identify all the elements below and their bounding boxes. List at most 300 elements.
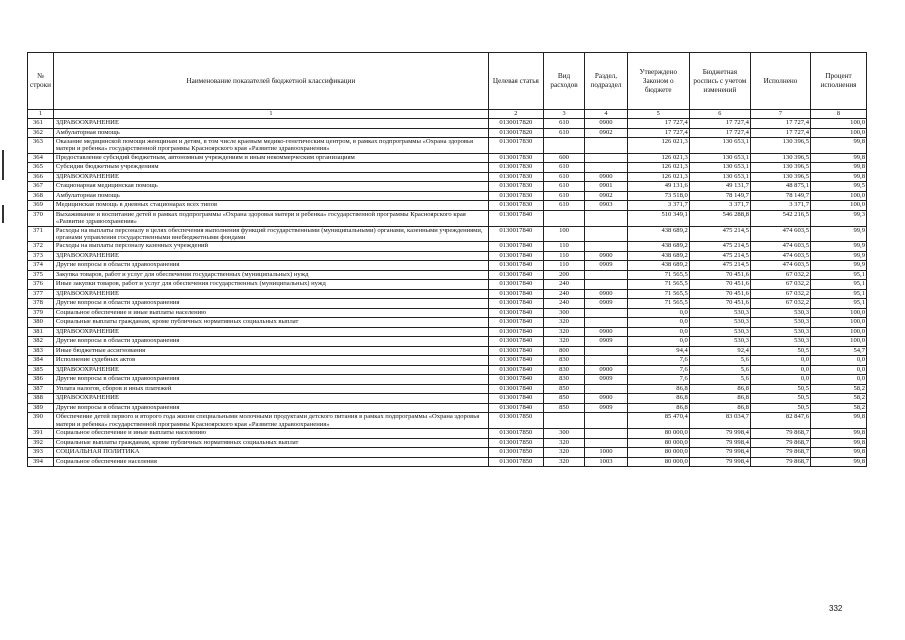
section-code (585, 308, 627, 318)
table-row (28, 172, 867, 182)
budget-amount: 17 727,4 (689, 119, 750, 129)
expense-type: 610 (543, 163, 584, 173)
expense-type: 320 (543, 457, 584, 467)
approved-amount: 86,8 (627, 384, 689, 394)
column-number: 1 (53, 110, 488, 119)
indicator-name: СОЦИАЛЬНАЯ ПОЛИТИКА (53, 448, 488, 458)
budget-amount: 130 653,1 (689, 153, 750, 163)
row-number: 379 (28, 308, 54, 318)
section-code: 0901 (585, 182, 627, 192)
target-article: 0130017840 (488, 289, 543, 299)
section-code (585, 210, 627, 226)
expense-type: 610 (543, 182, 584, 192)
executed-amount: 79 868,7 (750, 448, 810, 458)
target-article: 0130017850 (488, 438, 543, 448)
execution-percent: 100,0 (811, 119, 867, 129)
section-code (585, 429, 627, 439)
section-code (585, 356, 627, 366)
executed-amount: 0,0 (750, 356, 810, 366)
target-article: 0130017830 (488, 172, 543, 182)
expense-type: 320 (543, 327, 584, 337)
approved-amount: 438 689,2 (627, 251, 689, 261)
indicator-name: Выхаживание и воспитание детей в рамках подпрограммы «Охрана здоровья матери и ребенка» государственной программы Красноярского края «Развитие здравоохранения» (53, 210, 488, 226)
execution-percent: 99,8 (811, 172, 867, 182)
indicator-name: Предоставление субсидий бюджетным, автономным учреждениям и иным некоммерческим организациям (53, 153, 488, 163)
target-article: 0130017830 (488, 191, 543, 201)
header-target-article: Целевая статья (488, 53, 543, 110)
expense-type: 240 (543, 289, 584, 299)
row-number: 389 (28, 403, 54, 413)
target-article: 0130017840 (488, 356, 543, 366)
target-article: 0130017830 (488, 163, 543, 173)
target-article: 0130017840 (488, 337, 543, 347)
section-code: 0900 (585, 289, 627, 299)
indicator-name: Обеспечение детей первого и второго года жизни специальными молочными продуктами детского питания в рамках подпрограммы «Охрана здоровья матери и ребенка» государственной программы Красноярского края «Развитие здравоохранения» (53, 413, 488, 429)
execution-percent: 0,0 (811, 365, 867, 375)
column-number: 2 (488, 110, 543, 119)
approved-amount: 17 727,4 (627, 128, 689, 138)
target-article: 0130017840 (488, 394, 543, 404)
table-row (28, 251, 867, 261)
executed-amount: 82 847,6 (750, 413, 810, 429)
table-row (28, 375, 867, 385)
execution-percent: 100,0 (811, 327, 867, 337)
header-indicator-name: Наименование показателей бюджетной классификации (53, 53, 488, 110)
table-row (28, 182, 867, 192)
execution-percent: 95,1 (811, 299, 867, 309)
execution-percent: 99,8 (811, 457, 867, 467)
indicator-name: Социальные выплаты гражданам, кроме публичных нормативных социальных выплат (53, 438, 488, 448)
row-number: 392 (28, 438, 54, 448)
indicator-name: Социальные выплаты гражданам, кроме публичных нормативных социальных выплат (53, 318, 488, 328)
target-article: 0130017830 (488, 201, 543, 211)
budget-amount: 3 371,7 (689, 201, 750, 211)
indicator-name: ЗДРАВООХРАНЕНИЕ (53, 172, 488, 182)
expense-type: 600 (543, 153, 584, 163)
execution-percent: 99,8 (811, 429, 867, 439)
approved-amount: 126 021,3 (627, 153, 689, 163)
execution-percent: 100,0 (811, 201, 867, 211)
table-header-row (28, 53, 867, 110)
budget-amount: 530,3 (689, 327, 750, 337)
execution-percent: 100,0 (811, 318, 867, 328)
indicator-name: ЗДРАВООХРАНЕНИЕ (53, 251, 488, 261)
row-number: 378 (28, 299, 54, 309)
section-code: 0902 (585, 128, 627, 138)
executed-amount: 50,5 (750, 394, 810, 404)
target-article: 0130017840 (488, 308, 543, 318)
row-number: 367 (28, 182, 54, 192)
execution-percent: 99,9 (811, 242, 867, 252)
section-code: 0900 (585, 172, 627, 182)
indicator-name: Закупка товаров, работ и услуг для обеспечения государственных (муниципальных) нужд (53, 270, 488, 280)
expense-type: 240 (543, 280, 584, 290)
expense-type: 320 (543, 448, 584, 458)
budget-amount: 5,6 (689, 356, 750, 366)
column-number: 4 (585, 110, 627, 119)
indicator-name: Другие вопросы в области здравоохранения (53, 299, 488, 309)
margin-mark-bottom (2, 205, 4, 223)
executed-amount: 79 868,7 (750, 457, 810, 467)
expense-type: 240 (543, 299, 584, 309)
target-article: 0130017840 (488, 280, 543, 290)
indicator-name: Амбулаторная помощь (53, 191, 488, 201)
header-row-number: № строки (28, 53, 54, 110)
table-row (28, 270, 867, 280)
row-number: 371 (28, 226, 54, 242)
executed-amount: 530,3 (750, 337, 810, 347)
table-row (28, 299, 867, 309)
indicator-name: Другие вопросы в области здравоохранения (53, 403, 488, 413)
target-article: 0130017840 (488, 346, 543, 356)
row-number: 375 (28, 270, 54, 280)
row-number: 387 (28, 384, 54, 394)
executed-amount: 50,5 (750, 346, 810, 356)
row-number: 374 (28, 261, 54, 271)
section-code (585, 226, 627, 242)
executed-amount: 130 396,5 (750, 153, 810, 163)
indicator-name: Уплата налогов, сборов и иных платежей (53, 384, 488, 394)
executed-amount: 79 868,7 (750, 429, 810, 439)
budget-amount: 83 034,7 (689, 413, 750, 429)
section-code: 0909 (585, 299, 627, 309)
table-body (28, 119, 867, 467)
execution-percent: 99,8 (811, 413, 867, 429)
table-row (28, 448, 867, 458)
execution-percent: 100,0 (811, 308, 867, 318)
executed-amount: 67 032,2 (750, 299, 810, 309)
expense-type: 300 (543, 308, 584, 318)
expense-type: 850 (543, 394, 584, 404)
table-row (28, 438, 867, 448)
indicator-name: Другие вопросы в области здравоохранения (53, 261, 488, 271)
approved-amount: 71 565,5 (627, 289, 689, 299)
execution-percent: 99,9 (811, 226, 867, 242)
expense-type: 110 (543, 261, 584, 271)
row-number: 366 (28, 172, 54, 182)
executed-amount: 474 603,5 (750, 251, 810, 261)
approved-amount: 86,8 (627, 394, 689, 404)
section-code: 0909 (585, 375, 627, 385)
expense-type: 850 (543, 384, 584, 394)
indicator-name: Медицинская помощь в дневных стационарах всех типов (53, 201, 488, 211)
approved-amount: 126 021,3 (627, 163, 689, 173)
table-row (28, 242, 867, 252)
executed-amount: 50,5 (750, 384, 810, 394)
approved-amount: 71 565,5 (627, 280, 689, 290)
page-number: 332 (829, 604, 843, 613)
target-article: 0130017830 (488, 182, 543, 192)
budget-amount: 475 214,5 (689, 226, 750, 242)
approved-amount: 0,0 (627, 318, 689, 328)
target-article: 0130017840 (488, 327, 543, 337)
target-article: 0130017820 (488, 119, 543, 129)
execution-percent: 99,9 (811, 261, 867, 271)
execution-percent: 99,9 (811, 251, 867, 261)
target-article: 0130017850 (488, 413, 543, 429)
approved-amount: 94,4 (627, 346, 689, 356)
executed-amount: 48 875,1 (750, 182, 810, 192)
execution-percent: 99,8 (811, 138, 867, 154)
executed-amount: 50,5 (750, 403, 810, 413)
row-number: 394 (28, 457, 54, 467)
expense-type: 610 (543, 201, 584, 211)
approved-amount: 510 349,1 (627, 210, 689, 226)
executed-amount: 79 868,7 (750, 438, 810, 448)
budget-amount: 475 214,5 (689, 242, 750, 252)
executed-amount: 530,3 (750, 327, 810, 337)
row-number: 363 (28, 138, 54, 154)
indicator-name: Иные бюджетные ассигнования (53, 346, 488, 356)
approved-amount: 80 000,0 (627, 457, 689, 467)
budget-amount: 5,6 (689, 375, 750, 385)
expense-type (543, 138, 584, 154)
section-code: 0903 (585, 201, 627, 211)
header-section: Раздел, подраздел (585, 53, 627, 110)
execution-percent: 95,1 (811, 280, 867, 290)
executed-amount: 67 032,2 (750, 280, 810, 290)
target-article: 0130017840 (488, 403, 543, 413)
budget-amount: 79 998,4 (689, 438, 750, 448)
section-code: 1000 (585, 448, 627, 458)
column-number: 3 (543, 110, 584, 119)
expense-type (543, 210, 584, 226)
budget-table-sheet (27, 52, 867, 467)
execution-percent: 58,2 (811, 394, 867, 404)
budget-amount: 70 451,6 (689, 270, 750, 280)
indicator-name: Исполнение судебных актов (53, 356, 488, 366)
budget-amount: 92,4 (689, 346, 750, 356)
execution-percent: 100,0 (811, 337, 867, 347)
section-code (585, 153, 627, 163)
section-code (585, 384, 627, 394)
expense-type: 830 (543, 375, 584, 385)
target-article: 0130017840 (488, 384, 543, 394)
target-article: 0130017840 (488, 270, 543, 280)
target-article: 0130017840 (488, 261, 543, 271)
row-number: 364 (28, 153, 54, 163)
target-article: 0130017850 (488, 448, 543, 458)
table-row (28, 429, 867, 439)
executed-amount: 17 727,4 (750, 128, 810, 138)
indicator-name: Расходы на выплаты персоналу в целях обеспечения выполнения функций государственными (муниципальными) органами, казенными учреждениями, органами управления государственными внебюджетными фондами (53, 226, 488, 242)
table-row (28, 163, 867, 173)
section-code: 0909 (585, 337, 627, 347)
table-row (28, 308, 867, 318)
execution-percent: 100,0 (811, 191, 867, 201)
budget-amount: 79 998,4 (689, 448, 750, 458)
approved-amount: 7,6 (627, 356, 689, 366)
table-row (28, 289, 867, 299)
budget-amount: 130 653,1 (689, 163, 750, 173)
row-number: 385 (28, 365, 54, 375)
executed-amount: 474 603,5 (750, 226, 810, 242)
row-number: 373 (28, 251, 54, 261)
margin-mark-top (2, 150, 4, 180)
executed-amount: 130 396,5 (750, 138, 810, 154)
approved-amount: 126 021,3 (627, 138, 689, 154)
row-number: 369 (28, 201, 54, 211)
budget-amount: 530,3 (689, 337, 750, 347)
table-row (28, 384, 867, 394)
executed-amount: 67 032,2 (750, 289, 810, 299)
budget-amount: 17 727,4 (689, 128, 750, 138)
indicator-name: Другие вопросы в области здравоохранения (53, 375, 488, 385)
execution-percent: 99,8 (811, 438, 867, 448)
budget-amount: 86,8 (689, 384, 750, 394)
executed-amount: 530,3 (750, 318, 810, 328)
indicator-name: Стационарная медицинская помощь (53, 182, 488, 192)
target-article: 0130017840 (488, 210, 543, 226)
budget-amount: 530,3 (689, 318, 750, 328)
section-code: 1003 (585, 457, 627, 467)
expense-type: 110 (543, 251, 584, 261)
approved-amount: 126 021,3 (627, 172, 689, 182)
header-approved: Утверждено Законом о бюджете (627, 53, 689, 110)
row-number: 361 (28, 119, 54, 129)
expense-type: 610 (543, 191, 584, 201)
budget-amount: 130 653,1 (689, 172, 750, 182)
expense-type: 610 (543, 119, 584, 129)
approved-amount: 0,0 (627, 308, 689, 318)
indicator-name: Оказание медицинской помощи женщинам и детям, в том числе краевым медико-генетическим центром, в рамках подпрограммы «Охрана здоровья матери и ребенка» государственной программы Красноярского края «Развитие здравоохранения» (53, 138, 488, 154)
execution-percent: 99,8 (811, 163, 867, 173)
table-row (28, 413, 867, 429)
expense-type: 320 (543, 438, 584, 448)
indicator-name: Социальное обеспечение и иные выплаты населению (53, 429, 488, 439)
executed-amount: 130 396,5 (750, 172, 810, 182)
expense-type: 200 (543, 270, 584, 280)
section-code (585, 163, 627, 173)
execution-percent: 0,0 (811, 375, 867, 385)
table-row (28, 337, 867, 347)
executed-amount: 78 149,7 (750, 191, 810, 201)
table-row (28, 394, 867, 404)
approved-amount: 0,0 (627, 337, 689, 347)
table-row (28, 403, 867, 413)
table-row (28, 261, 867, 271)
approved-amount: 0,0 (627, 327, 689, 337)
executed-amount: 17 727,4 (750, 119, 810, 129)
indicator-name: Иные закупки товаров, работ и услуг для обеспечения государственных (муниципальных) нужд (53, 280, 488, 290)
section-code: 0909 (585, 403, 627, 413)
approved-amount: 438 689,2 (627, 261, 689, 271)
budget-amount: 130 653,1 (689, 138, 750, 154)
section-code: 0900 (585, 394, 627, 404)
budget-amount: 475 214,5 (689, 251, 750, 261)
column-number: 1 (28, 110, 54, 119)
section-code (585, 346, 627, 356)
table-row (28, 457, 867, 467)
target-article: 0130017850 (488, 429, 543, 439)
indicator-name: Расходы на выплаты персоналу казенных учреждений (53, 242, 488, 252)
column-number: 7 (750, 110, 810, 119)
header-budget-schedule: Бюджетная роспись с учетом изменений (689, 53, 750, 110)
approved-amount: 3 371,7 (627, 201, 689, 211)
execution-percent: 99,8 (811, 153, 867, 163)
approved-amount: 80 000,0 (627, 448, 689, 458)
target-article: 0130017840 (488, 242, 543, 252)
indicator-name: Субсидии бюджетным учреждениям (53, 163, 488, 173)
target-article: 0130017830 (488, 153, 543, 163)
expense-type: 850 (543, 403, 584, 413)
column-number-row (28, 110, 867, 119)
execution-percent: 99,5 (811, 182, 867, 192)
expense-type: 320 (543, 318, 584, 328)
target-article: 0130017840 (488, 318, 543, 328)
table-row (28, 365, 867, 375)
indicator-name: Социальное обеспечение населения (53, 457, 488, 467)
table-row (28, 280, 867, 290)
approved-amount: 80 000,0 (627, 438, 689, 448)
expense-type: 110 (543, 242, 584, 252)
approved-amount: 438 689,2 (627, 226, 689, 242)
indicator-name: Другие вопросы в области здравоохранения (53, 337, 488, 347)
budget-amount: 5,6 (689, 365, 750, 375)
row-number: 390 (28, 413, 54, 429)
budget-execution-table (27, 52, 867, 467)
indicator-name: Амбулаторная помощь (53, 128, 488, 138)
executed-amount: 67 032,2 (750, 270, 810, 280)
approved-amount: 71 565,5 (627, 299, 689, 309)
executed-amount: 474 603,5 (750, 261, 810, 271)
expense-type: 300 (543, 429, 584, 439)
section-code (585, 438, 627, 448)
target-article: 0130017840 (488, 226, 543, 242)
indicator-name: ЗДРАВООХРАНЕНИЕ (53, 327, 488, 337)
section-code: 0902 (585, 191, 627, 201)
execution-percent: 100,0 (811, 128, 867, 138)
approved-amount: 73 518,0 (627, 191, 689, 201)
approved-amount: 80 000,0 (627, 429, 689, 439)
row-number: 365 (28, 163, 54, 173)
executed-amount: 3 371,7 (750, 201, 810, 211)
execution-percent: 58,2 (811, 403, 867, 413)
expense-type: 610 (543, 128, 584, 138)
executed-amount: 0,0 (750, 375, 810, 385)
approved-amount: 86,8 (627, 403, 689, 413)
indicator-name: Социальное обеспечение и иные выплаты населению (53, 308, 488, 318)
approved-amount: 71 565,5 (627, 270, 689, 280)
budget-amount: 530,3 (689, 308, 750, 318)
execution-percent: 58,2 (811, 384, 867, 394)
expense-type: 320 (543, 337, 584, 347)
section-code (585, 318, 627, 328)
section-code: 0909 (585, 261, 627, 271)
table-row (28, 128, 867, 138)
expense-type: 100 (543, 226, 584, 242)
execution-percent: 95,1 (811, 289, 867, 299)
row-number: 372 (28, 242, 54, 252)
executed-amount: 130 396,5 (750, 163, 810, 173)
target-article: 0130017820 (488, 128, 543, 138)
expense-type: 610 (543, 172, 584, 182)
section-code: 0900 (585, 119, 627, 129)
budget-amount: 78 149,7 (689, 191, 750, 201)
row-number: 393 (28, 448, 54, 458)
execution-percent: 54,7 (811, 346, 867, 356)
budget-amount: 79 998,4 (689, 457, 750, 467)
approved-amount: 49 131,6 (627, 182, 689, 192)
section-code: 0900 (585, 327, 627, 337)
table-row (28, 356, 867, 366)
target-article: 0130017840 (488, 365, 543, 375)
row-number: 377 (28, 289, 54, 299)
section-code: 0900 (585, 251, 627, 261)
table-row (28, 327, 867, 337)
approved-amount: 85 470,4 (627, 413, 689, 429)
section-code (585, 242, 627, 252)
